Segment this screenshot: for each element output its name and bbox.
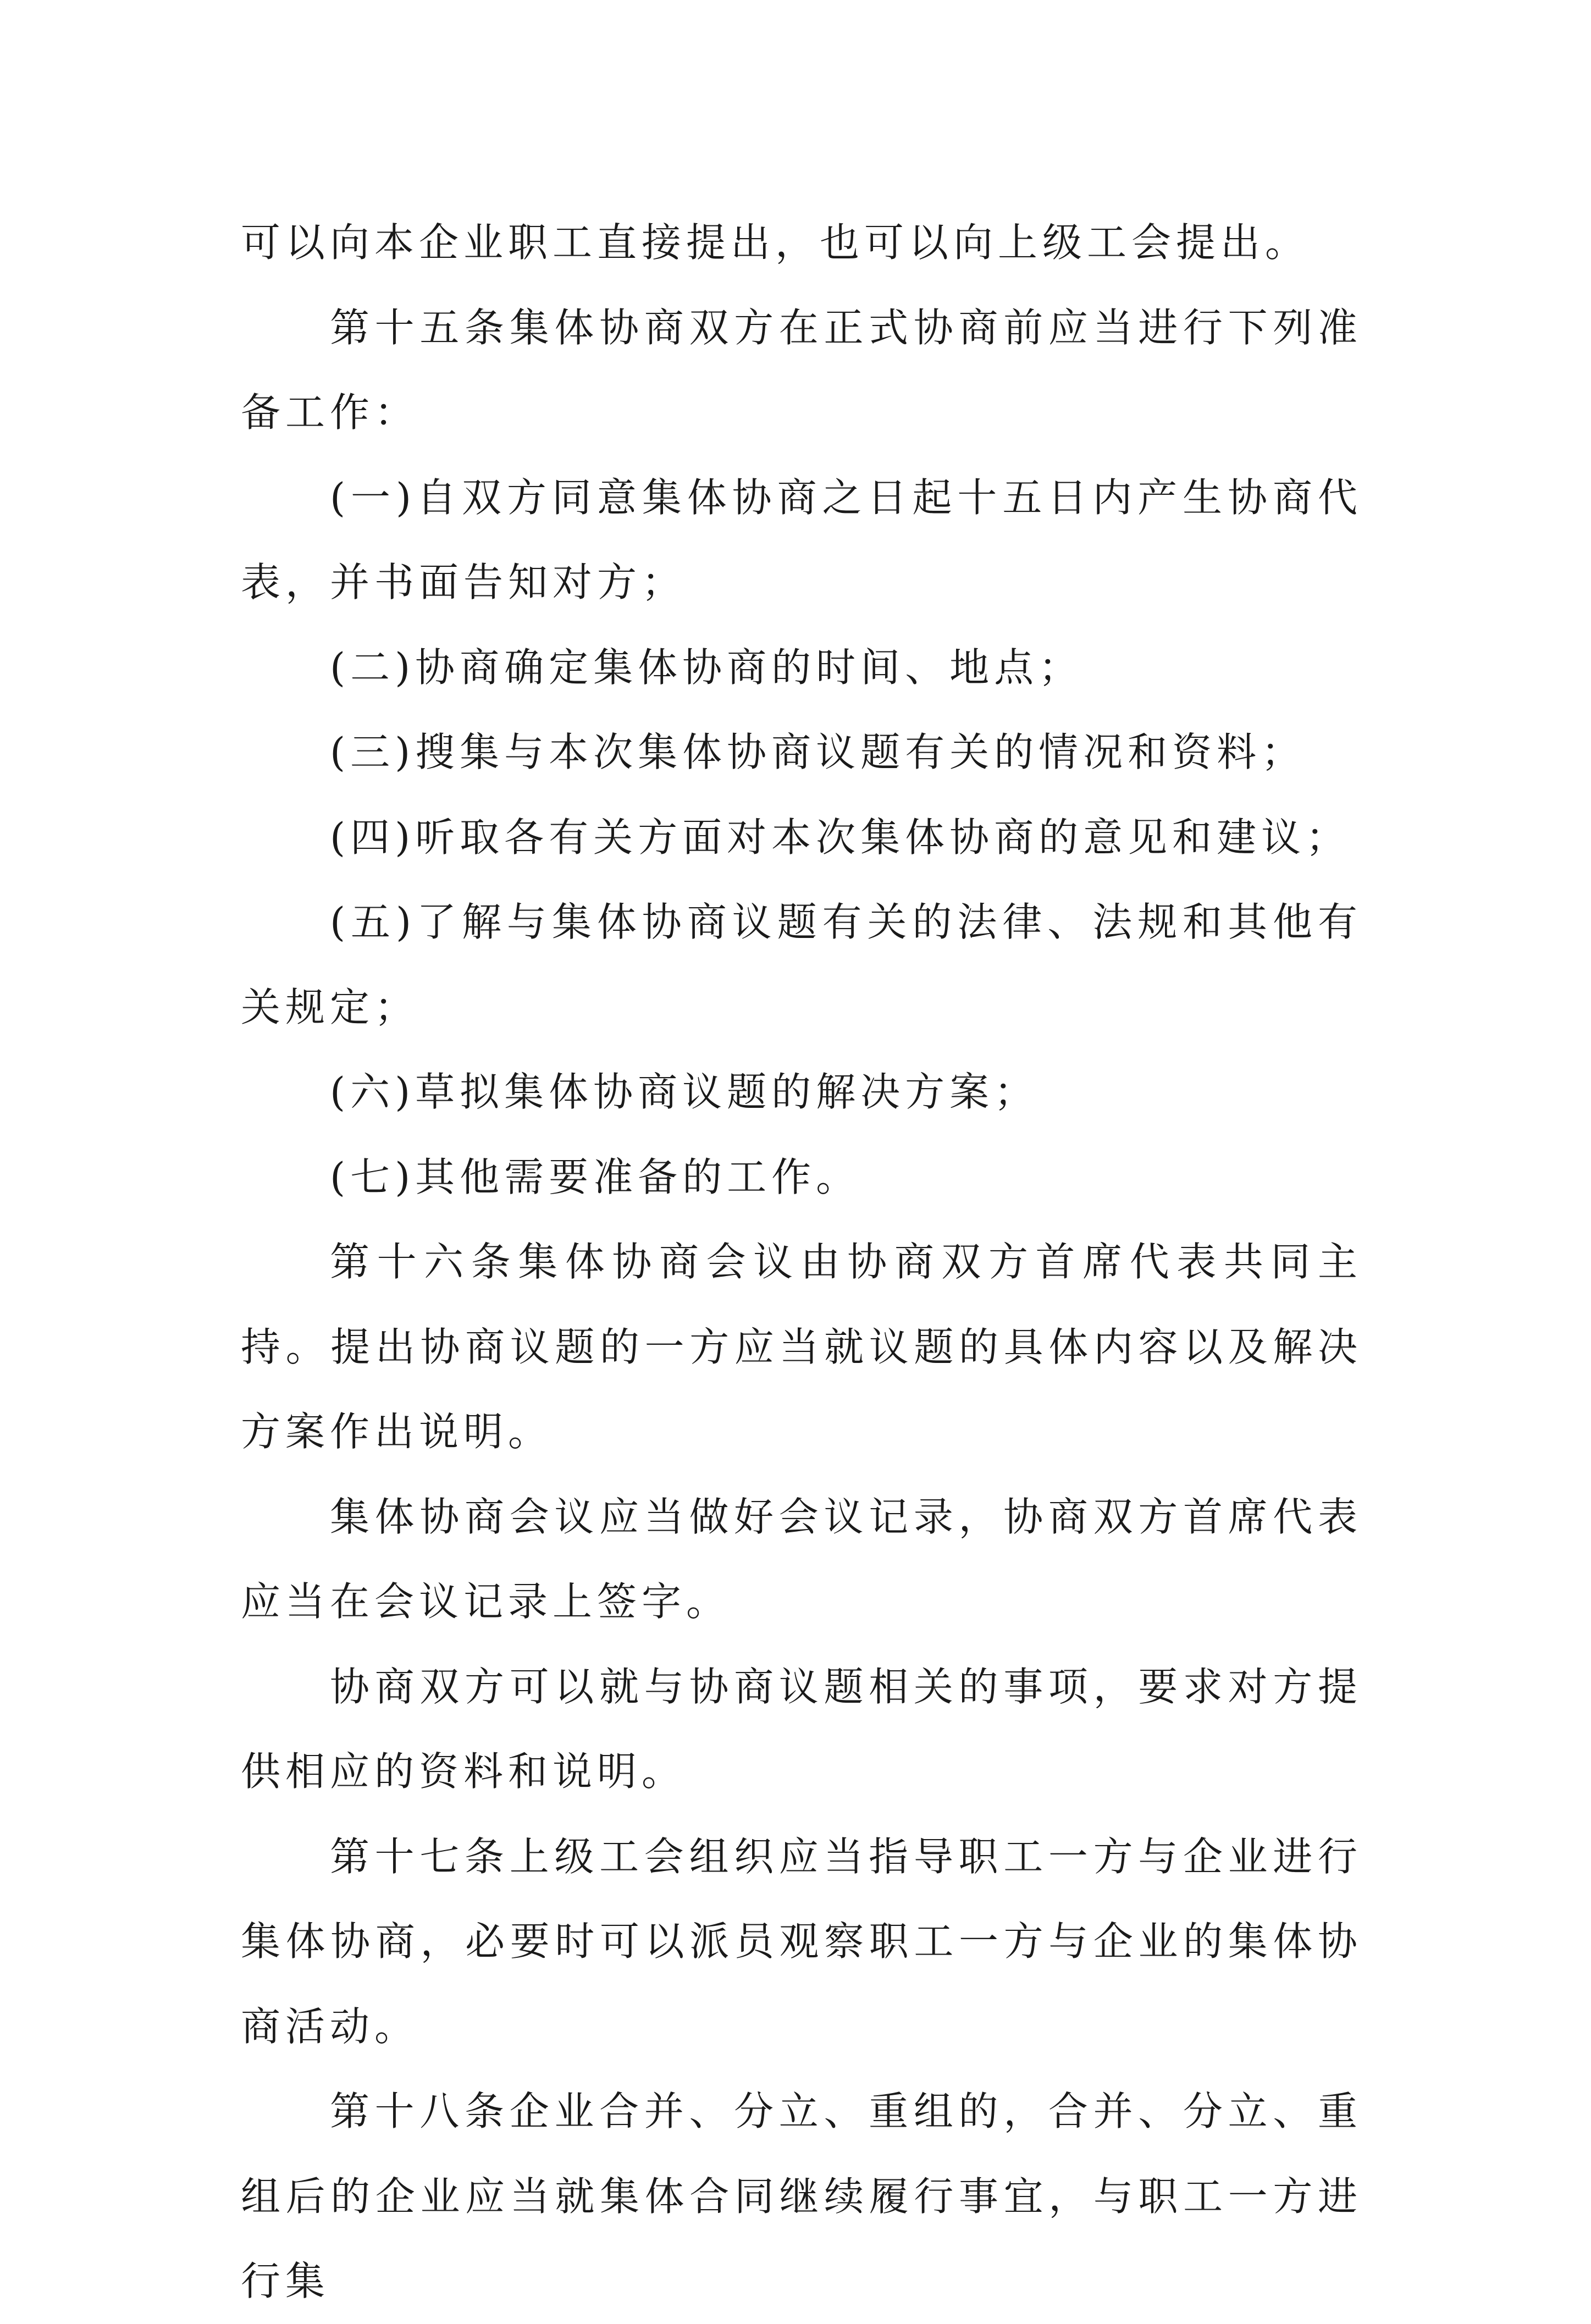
paragraph-article-17: 第十七条上级工会组织应当指导职工一方与企业进行集体协商，必要时可以派员观察职工一方与企业的集体协商活动。 — [241, 1833, 1362, 2050]
paragraph-article-16: 第十六条集体协商会议由协商双方首席代表共同主持。提出协商议题的一方应当就议题的具体内容以及解决方案作出说明。 — [241, 1239, 1362, 1455]
paragraph-item-2: (二)协商确定集体协商的时间、地点； — [330, 644, 1084, 691]
paragraph-materials: 协商双方可以就与协商议题相关的事项，要求对方提供相应的资料和说明。 — [241, 1663, 1362, 1795]
paragraph-meeting-record: 集体协商会议应当做好会议记录，协商双方首席代表应当在会议记录上签字。 — [241, 1493, 1362, 1625]
paragraph-item-4: (四)听取各有关方面对本次集体协商的意见和建议； — [330, 814, 1351, 860]
paragraph-item-7: (七)其他需要准备的工作。 — [330, 1153, 861, 1200]
paragraph-item-3: (三)搜集与本次集体协商议题有关的情况和资料； — [330, 729, 1306, 775]
paragraph-article-15: 第十五条集体协商双方在正式协商前应当进行下列准备工作： — [241, 304, 1362, 435]
paragraph-article-18: 第十八条企业合并、分立、重组的，合并、分立、重组后的企业应当就集体合同继续履行事宜，与职工一方进行集 — [241, 2088, 1362, 2304]
paragraph-1: 可以向本企业职工直接提出，也可以向上级工会提出。 — [241, 219, 1310, 266]
paragraph-item-5: (五)了解与集体协商议题有关的法律、法规和其他有关规定； — [241, 899, 1362, 1030]
document-body — [241, 200, 1362, 2324]
paragraph-item-6: (六)草拟集体协商议题的解决方案； — [330, 1069, 1039, 1115]
paragraph-item-1: (一)自双方同意集体协商之日起十五日内产生协商代表，并书面告知对方； — [241, 474, 1362, 605]
